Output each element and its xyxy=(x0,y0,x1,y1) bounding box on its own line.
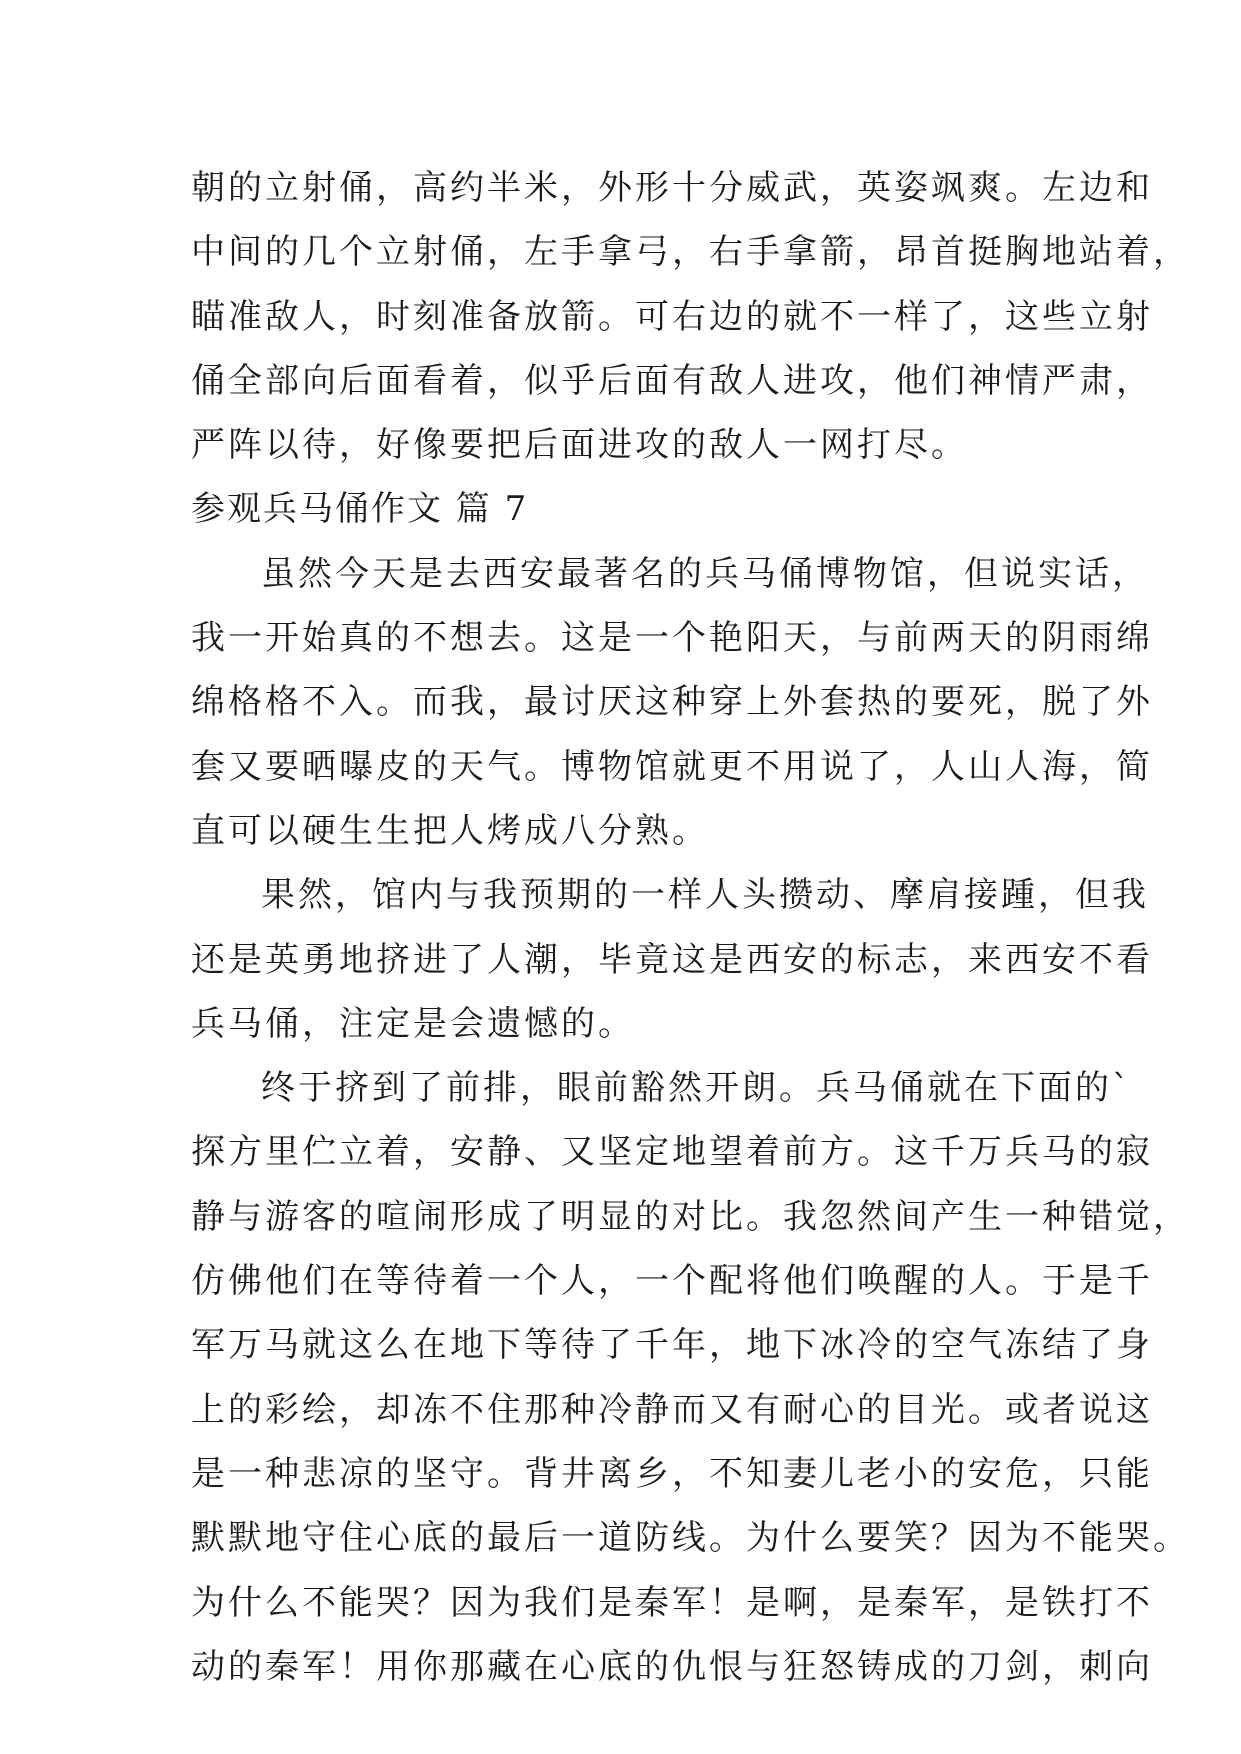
text-line: 还是英勇地挤进了人潮，毕竟这是西安的标志，来西安不看 xyxy=(191,939,1153,980)
text-line: 上的彩绘，却冻不住那种冷静而又有耐心的目光。或者说这 xyxy=(191,1389,1153,1430)
text-line: 我一开始真的不想去。这是一个艳阳天，与前两天的阴雨绵 xyxy=(191,618,1153,659)
text-line: 终于挤到了前排，眼前豁然开朗。兵马俑就在下面的` xyxy=(261,1068,1132,1109)
text-line: 动的秦军！用你那藏在心底的仇恨与狂怒铸成的刀剑，刺向 xyxy=(191,1646,1153,1687)
text-line: 探方里伫立着，安静、又坚定地望着前方。这千万兵马的寂 xyxy=(191,1132,1153,1173)
text-line: 为什么不能哭？因为我们是秦军！是啊，是秦军，是铁打不 xyxy=(191,1582,1153,1623)
text-line: 静与游客的喧闹形成了明显的对比。我忽然间产生一种错觉， xyxy=(191,1196,1190,1237)
section-heading: 参观兵马俑作文 篇 7 xyxy=(191,489,529,530)
text-line: 朝的立射俑，高约半米，外形十分威武，英姿飒爽。左边和 xyxy=(191,168,1153,208)
document-body xyxy=(191,156,1190,1699)
text-line: 中间的几个立射俑，左手拿弓，右手拿箭，昂首挺胸地站着， xyxy=(191,232,1190,273)
text-line: 虽然今天是去西安最著名的兵马俑博物馆，但说实话， xyxy=(261,553,1149,594)
text-line: 俑全部向后面看着，似乎后面有敌人进攻，他们神情严肃， xyxy=(191,360,1153,401)
text-line: 绵格格不入。而我，最讨厌这种穿上外套热的要死，脱了外 xyxy=(191,682,1153,723)
text-line: 仿佛他们在等待着一个人，一个配将他们唤醒的人。于是千 xyxy=(191,1261,1153,1302)
text-line: 果然，馆内与我预期的一样人头攒动、摩肩接踵，但我 xyxy=(261,875,1149,916)
text-line: 套又要晒曝皮的天气。博物馆就更不用说了，人山人海，简 xyxy=(191,746,1153,787)
text-line: 瞄准敌人，时刻准备放箭。可右边的就不一样了，这些立射 xyxy=(191,296,1153,337)
text-line: 兵马俑，注定是会遗憾的。 xyxy=(191,1003,635,1044)
text-line: 严阵以待，好像要把后面进攻的敌人一网打尽。 xyxy=(191,425,968,466)
text-line: 直可以硬生生把人烤成八分熟。 xyxy=(191,810,709,851)
text-line: 是一种悲凉的坚守。背井离乡，不知妻儿老小的安危，只能 xyxy=(191,1453,1153,1494)
text-line: 默默地守住心底的最后一道防线。为什么要笑？因为不能哭。 xyxy=(191,1518,1190,1559)
text-line: 军万马就这么在地下等待了千年，地下冰冷的空气冻结了身 xyxy=(191,1325,1153,1366)
